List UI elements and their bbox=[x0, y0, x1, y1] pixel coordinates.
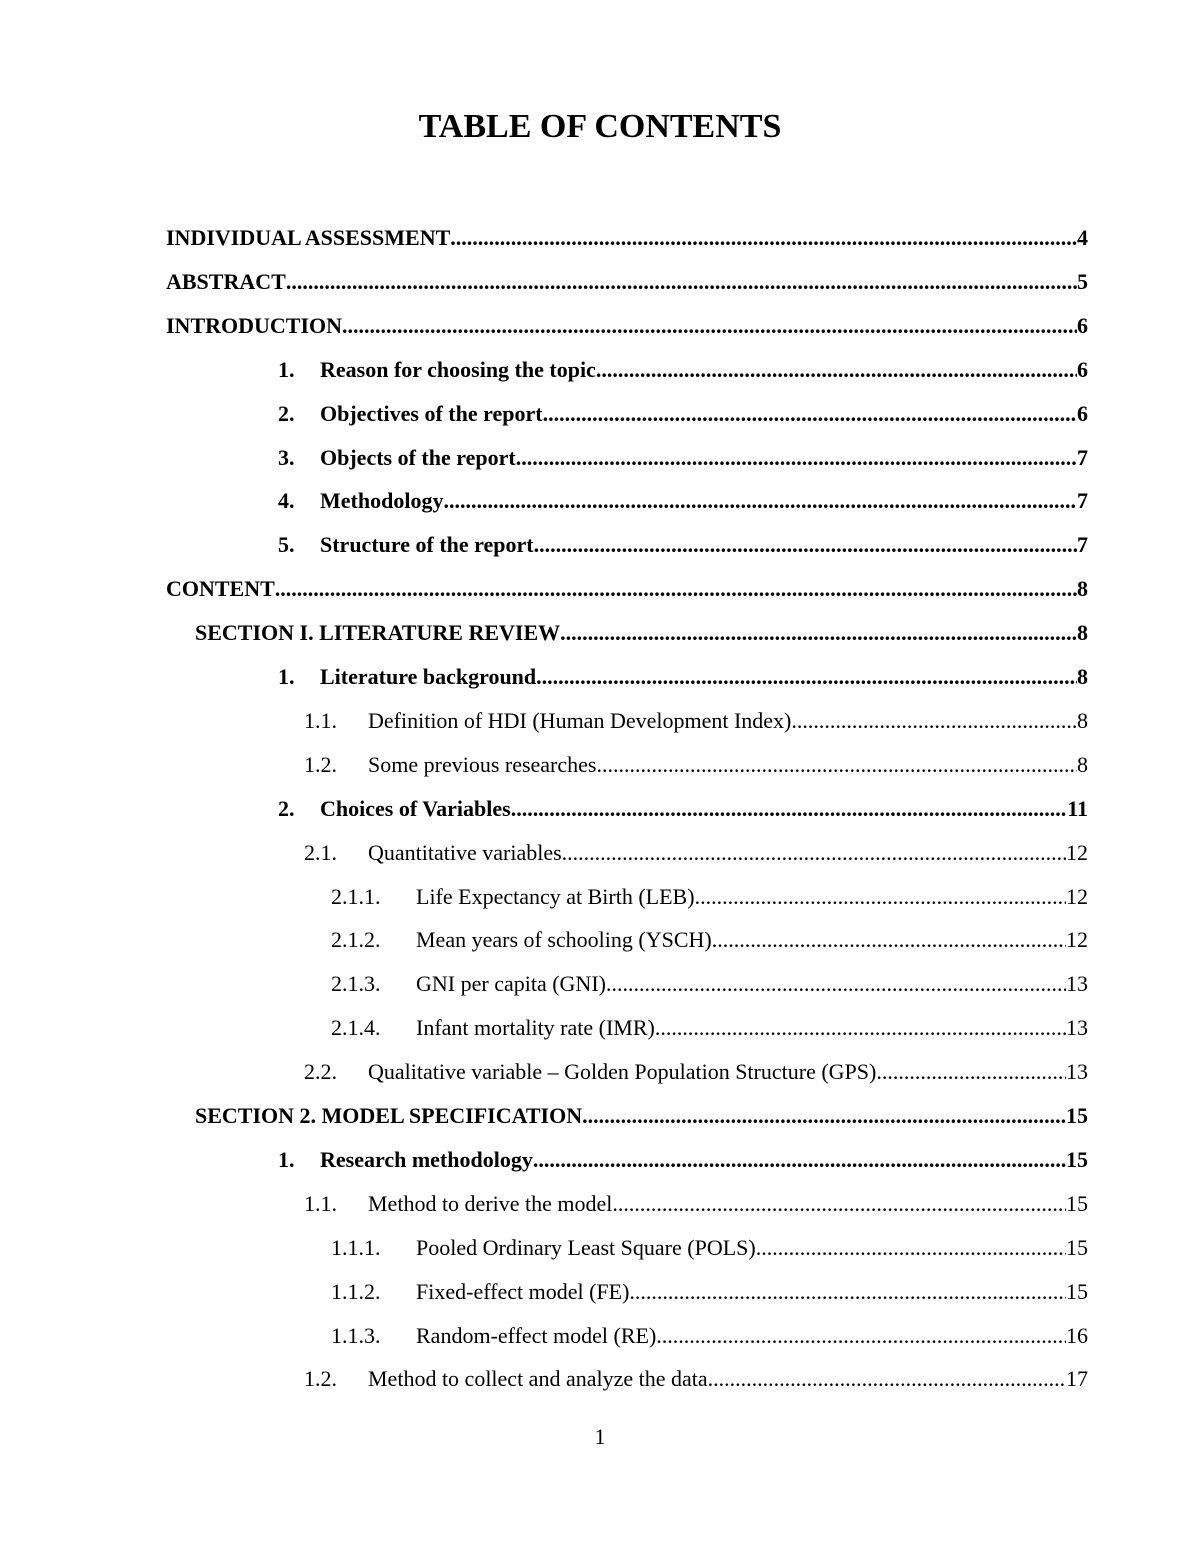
toc-entry-title: GNI per capita (GNI) bbox=[416, 971, 606, 996]
toc-dot-leader bbox=[708, 1364, 1066, 1394]
toc-entry-title: SECTION 2. MODEL SPECIFICATION bbox=[195, 1103, 583, 1128]
toc-entry-number: 4. bbox=[278, 488, 295, 513]
toc-entry-title: Quantitative variables bbox=[368, 840, 562, 865]
toc-entry[interactable] bbox=[278, 1145, 1088, 1175]
toc-entry-title: SECTION I. LITERATURE REVIEW bbox=[195, 620, 561, 645]
toc-entry-title: Definition of HDI (Human Development Index) bbox=[368, 708, 792, 733]
toc-dot-leader bbox=[756, 1233, 1066, 1263]
toc-entry[interactable] bbox=[166, 223, 1088, 253]
toc-entry-number: 2.1. bbox=[304, 840, 337, 865]
toc-entry[interactable] bbox=[331, 1233, 1088, 1263]
toc-dot-leader bbox=[534, 530, 1077, 560]
toc-dot-leader bbox=[606, 969, 1066, 999]
toc-entry-page: 15 bbox=[1066, 1191, 1088, 1216]
toc-entry-page: 8 bbox=[1077, 664, 1088, 689]
toc-entry-title: Fixed-effect model (FE) bbox=[416, 1279, 630, 1304]
toc-entry[interactable] bbox=[278, 530, 1088, 560]
toc-entry-page: 13 bbox=[1066, 1015, 1088, 1040]
toc-entry-title: Methodology bbox=[320, 488, 444, 513]
toc-entry[interactable] bbox=[331, 925, 1088, 955]
toc-entry-page: 12 bbox=[1066, 927, 1088, 952]
toc-entry[interactable] bbox=[278, 399, 1088, 429]
page-number: 1 bbox=[594, 1424, 606, 1449]
toc-entry-title: Method to collect and analyze the data bbox=[368, 1366, 708, 1391]
toc-entry-number: 1. bbox=[278, 1147, 295, 1172]
toc-entry-title: Objects of the report bbox=[320, 445, 516, 470]
toc-entry-page: 15 bbox=[1066, 1103, 1088, 1128]
toc-entry-title: Literature background bbox=[320, 664, 537, 689]
toc-entry-number: 1.1.1. bbox=[331, 1235, 381, 1260]
toc-entry-page: 12 bbox=[1066, 840, 1088, 865]
toc-entry-title: Life Expectancy at Birth (LEB) bbox=[416, 884, 695, 909]
toc-entry-page: 12 bbox=[1066, 884, 1088, 909]
toc-entry[interactable] bbox=[304, 1057, 1088, 1087]
toc-entry[interactable] bbox=[278, 662, 1088, 692]
toc-entry-title: CONTENT bbox=[166, 576, 275, 601]
toc-entry-page: 6 bbox=[1077, 313, 1088, 338]
toc-entry[interactable] bbox=[166, 574, 1088, 604]
toc-entry-number: 2.1.4. bbox=[331, 1015, 381, 1040]
toc-entry-page: 15 bbox=[1066, 1279, 1088, 1304]
toc-dot-leader bbox=[582, 1101, 1066, 1131]
toc-entry-number: 1.2. bbox=[304, 1366, 337, 1391]
toc-dot-leader bbox=[286, 267, 1077, 297]
toc-entry-title: ABSTRACT bbox=[166, 269, 286, 294]
toc-dot-leader bbox=[656, 1321, 1066, 1351]
toc-entry-title: Structure of the report bbox=[320, 532, 534, 557]
toc-dot-leader bbox=[275, 574, 1077, 604]
toc-entry-number: 1.1.3. bbox=[331, 1323, 381, 1348]
toc-entry[interactable] bbox=[278, 443, 1088, 473]
toc-entry[interactable] bbox=[166, 267, 1088, 297]
toc-entry-number: 2. bbox=[278, 401, 295, 426]
toc-entry-number: 1.1.2. bbox=[331, 1279, 381, 1304]
toc-entry-title: Qualitative variable – Golden Population Structure (GPS) bbox=[368, 1059, 877, 1084]
toc-entry-number: 1. bbox=[278, 664, 295, 689]
toc-entry[interactable] bbox=[304, 1189, 1088, 1219]
toc-entry[interactable] bbox=[166, 311, 1088, 341]
toc-entry-page: 7 bbox=[1077, 445, 1088, 470]
toc-dot-leader bbox=[533, 1145, 1066, 1175]
toc-entry-title: Some previous researches bbox=[368, 752, 597, 777]
toc-dot-leader bbox=[511, 794, 1068, 824]
toc-entry-page: 16 bbox=[1066, 1323, 1088, 1348]
toc-entry[interactable] bbox=[278, 486, 1088, 516]
toc-entry-title: Infant mortality rate (IMR) bbox=[416, 1015, 655, 1040]
toc-dot-leader bbox=[450, 223, 1077, 253]
toc-entry[interactable] bbox=[331, 1277, 1088, 1307]
toc-dot-leader bbox=[596, 750, 1077, 780]
toc-entry-number: 3. bbox=[278, 445, 295, 470]
toc-entry-page: 8 bbox=[1077, 752, 1088, 777]
toc-entry[interactable] bbox=[304, 1364, 1088, 1394]
toc-entry-title: Pooled Ordinary Least Square (POLS) bbox=[416, 1235, 756, 1260]
toc-entry-page: 8 bbox=[1077, 576, 1088, 601]
toc-entry[interactable] bbox=[304, 750, 1088, 780]
toc-dot-leader bbox=[629, 1277, 1066, 1307]
toc-entry[interactable] bbox=[304, 838, 1088, 868]
toc-dot-leader bbox=[543, 399, 1077, 429]
toc-entry[interactable] bbox=[331, 1321, 1088, 1351]
toc-dot-leader bbox=[560, 618, 1077, 648]
toc-entry-page: 13 bbox=[1066, 1059, 1088, 1084]
toc-entry[interactable] bbox=[195, 618, 1088, 648]
toc-entry-page: 15 bbox=[1066, 1147, 1088, 1172]
toc-dot-leader bbox=[712, 925, 1066, 955]
toc-entry-number: 1.2. bbox=[304, 752, 337, 777]
toc-entry[interactable] bbox=[195, 1101, 1088, 1131]
toc-entry-number: 2.1.2. bbox=[331, 927, 381, 952]
toc-entry-page: 7 bbox=[1077, 488, 1088, 513]
toc-entry-title: Objectives of the report bbox=[320, 401, 543, 426]
toc-entry-title: Research methodology bbox=[320, 1147, 533, 1172]
toc-entry-number: 1. bbox=[278, 357, 295, 382]
toc-dot-leader bbox=[342, 311, 1077, 341]
toc-entry-title: Reason for choosing the topic bbox=[320, 357, 596, 382]
toc-entry-page: 11 bbox=[1067, 796, 1088, 821]
toc-entry-number: 2.2. bbox=[304, 1059, 337, 1084]
toc-entry[interactable] bbox=[278, 355, 1088, 385]
toc-entry[interactable] bbox=[304, 706, 1088, 736]
toc-entry[interactable] bbox=[331, 969, 1088, 999]
toc-dot-leader bbox=[695, 882, 1066, 912]
toc-entry-page: 4 bbox=[1077, 225, 1088, 250]
toc-entry-title: INDIVIDUAL ASSESSMENT bbox=[166, 225, 451, 250]
toc-entry-page: 6 bbox=[1077, 357, 1088, 382]
toc-entry-title: Mean years of schooling (YSCH) bbox=[416, 927, 712, 952]
toc-entry-page: 6 bbox=[1077, 401, 1088, 426]
toc-entry[interactable] bbox=[278, 794, 1088, 824]
toc-entry-title: Method to derive the model bbox=[368, 1191, 613, 1216]
toc-entry-page: 8 bbox=[1077, 708, 1088, 733]
toc-entry-number: 5. bbox=[278, 532, 295, 557]
toc-entry-number: 1.1. bbox=[304, 708, 337, 733]
toc-entry-title: INTRODUCTION bbox=[166, 313, 343, 338]
toc-dot-leader bbox=[791, 706, 1077, 736]
toc-entry-page: 7 bbox=[1077, 532, 1088, 557]
toc-entry-page: 15 bbox=[1066, 1235, 1088, 1260]
toc-entry[interactable] bbox=[331, 1013, 1088, 1043]
toc-entry-page: 13 bbox=[1066, 971, 1088, 996]
toc-entry-number: 2.1.1. bbox=[331, 884, 381, 909]
toc-entry-title: Choices of Variables bbox=[320, 796, 511, 821]
toc-entry-page: 17 bbox=[1066, 1366, 1088, 1391]
toc-dot-leader bbox=[612, 1189, 1066, 1219]
toc-dot-leader bbox=[655, 1013, 1066, 1043]
toc-dot-leader bbox=[516, 443, 1077, 473]
toc-dot-leader bbox=[562, 838, 1066, 868]
toc-entry-number: 1.1. bbox=[304, 1191, 337, 1216]
toc-dot-leader bbox=[443, 486, 1077, 516]
toc-entry-page: 5 bbox=[1077, 269, 1088, 294]
toc-dot-leader bbox=[596, 355, 1077, 385]
page-title: TABLE OF CONTENTS bbox=[418, 108, 782, 145]
toc-dot-leader bbox=[876, 1057, 1066, 1087]
toc-entry-number: 2.1.3. bbox=[331, 971, 381, 996]
toc-entry[interactable] bbox=[331, 882, 1088, 912]
toc-entry-number: 2. bbox=[278, 796, 295, 821]
toc-entry-title: Random-effect model (RE) bbox=[416, 1323, 657, 1348]
toc-dot-leader bbox=[536, 662, 1077, 692]
toc-entry-page: 8 bbox=[1077, 620, 1088, 645]
